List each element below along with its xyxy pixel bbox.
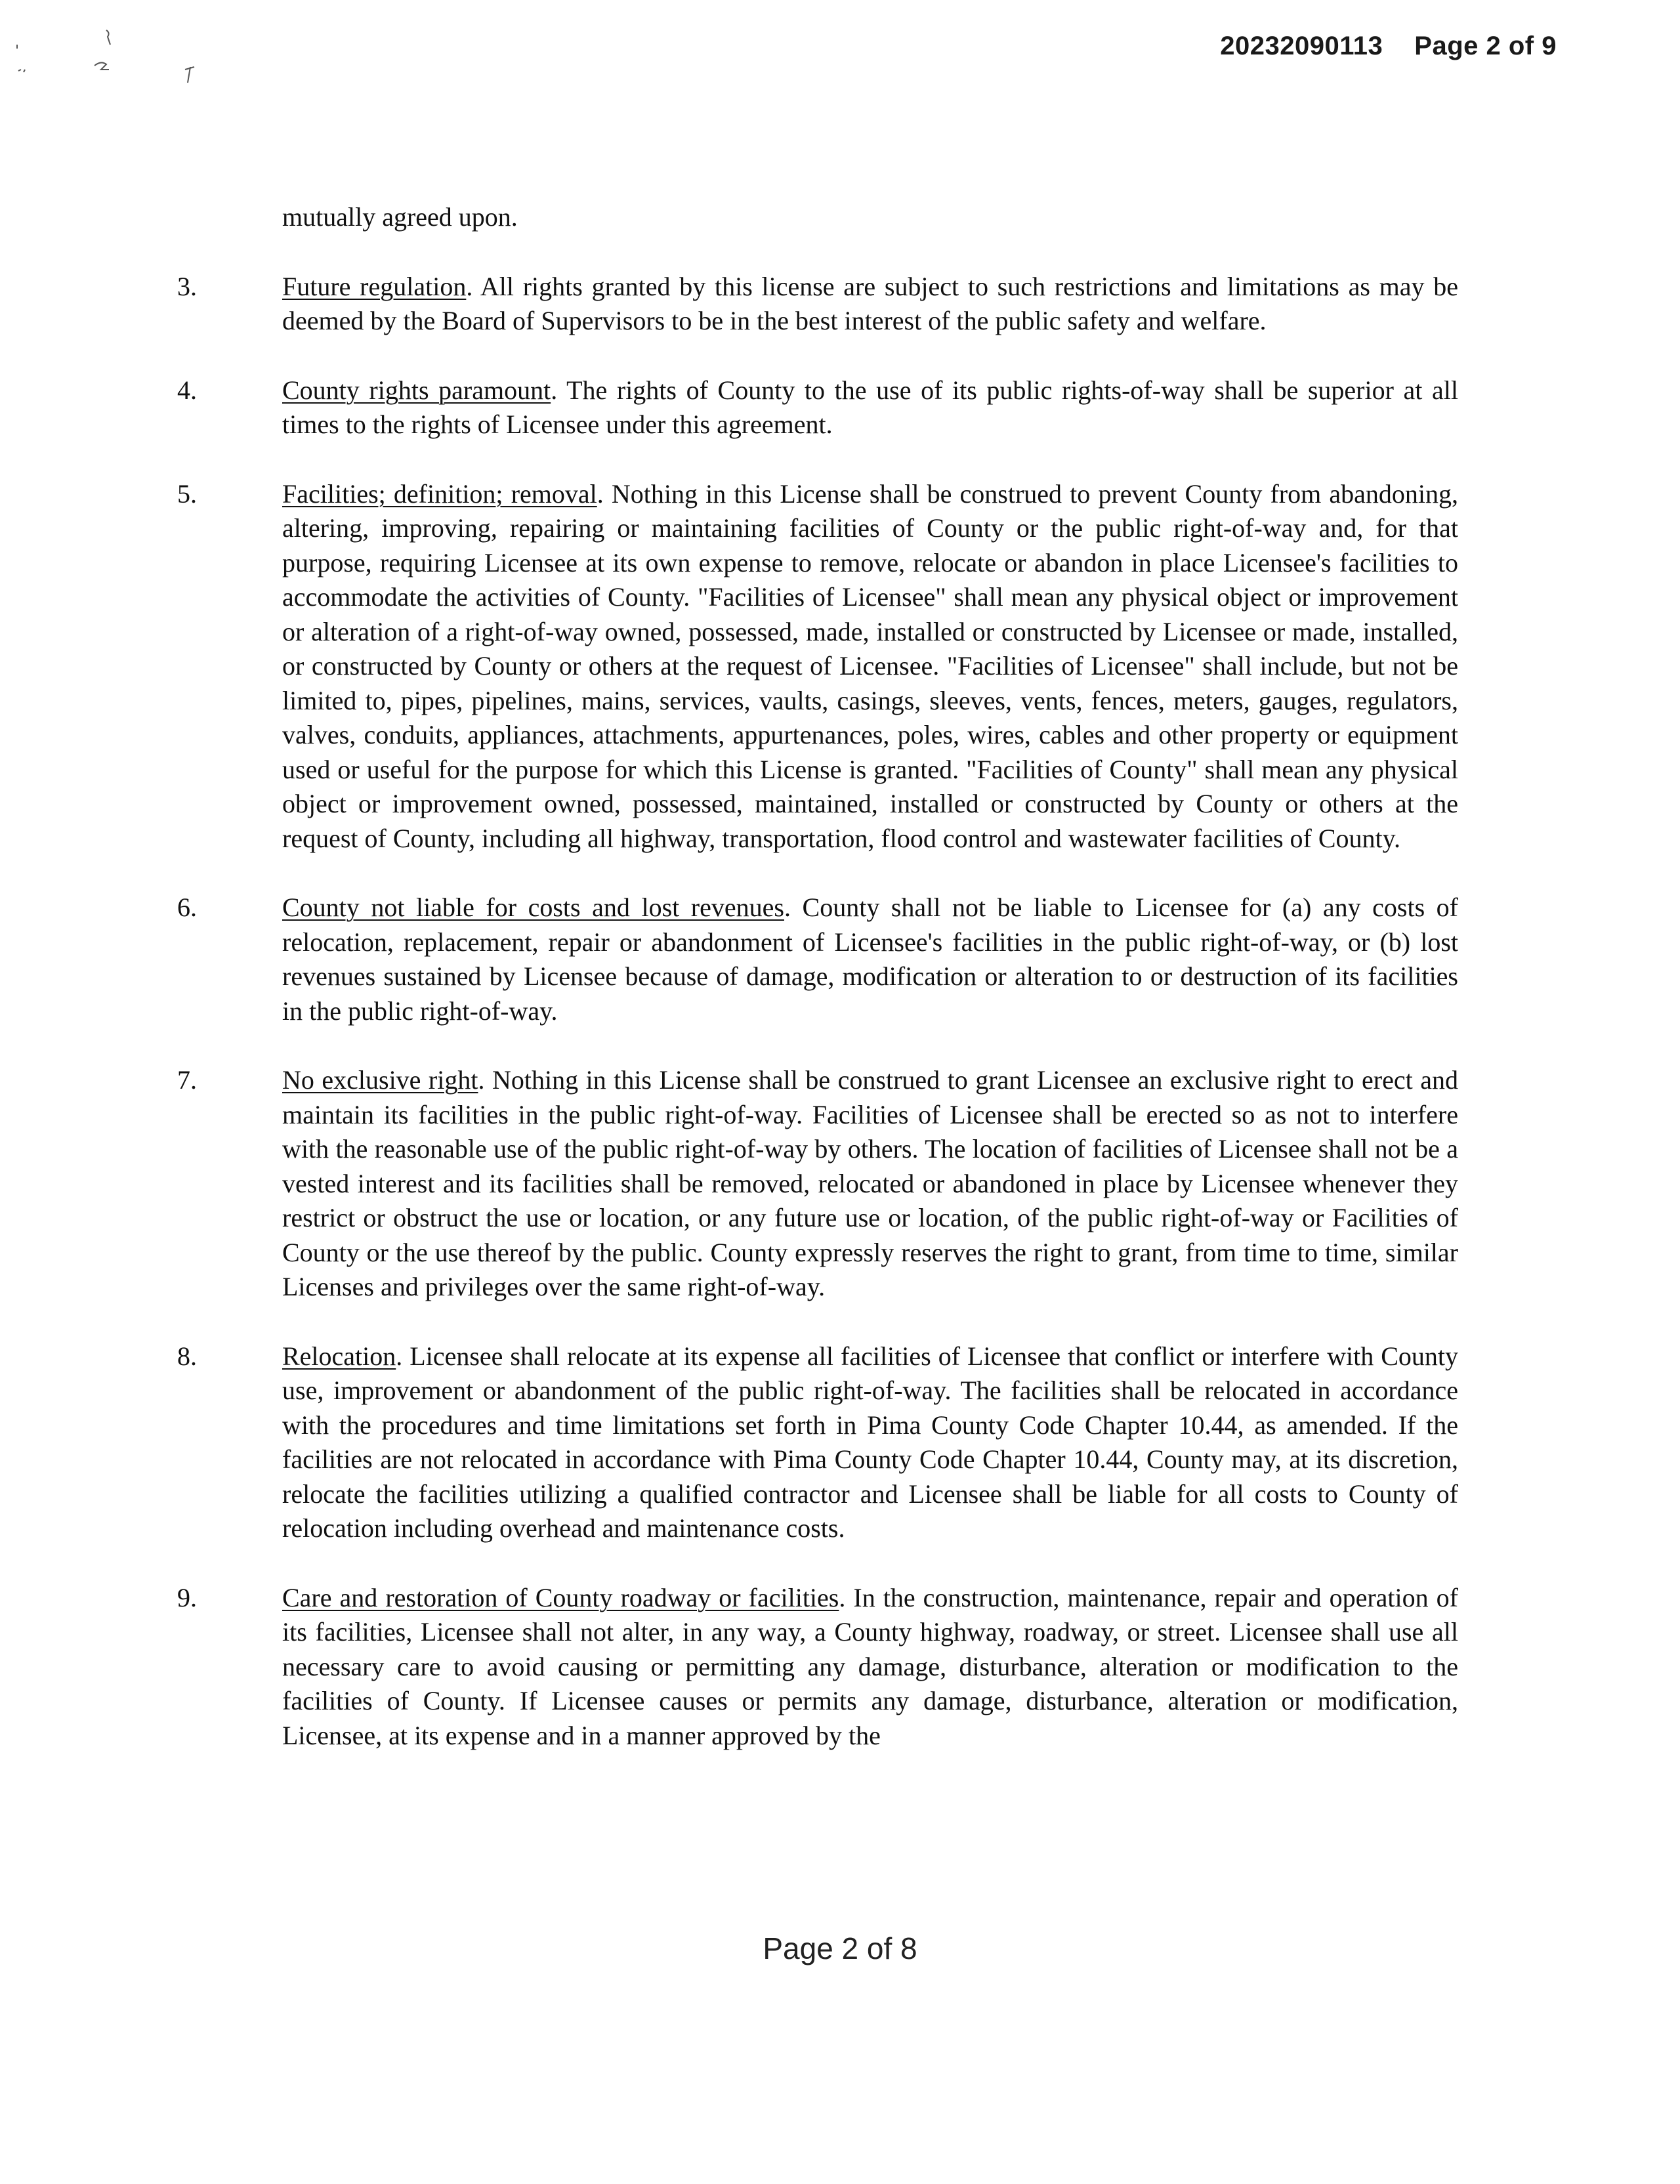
clause-text: . The rights of County to the use of its public rights-of-way shall be superior at all times to the rights of Licensee under this agreement.: [282, 375, 1458, 439]
clause-heading: No exclusive right: [282, 1065, 478, 1095]
clause-body: [282, 270, 1458, 339]
clause-heading: County not liable for costs and lost revenues: [282, 892, 784, 922]
recording-page-label: Page 2 of 9: [1414, 32, 1557, 60]
scan-marks: [13, 26, 210, 98]
clause-4: [177, 373, 1458, 442]
clause-text: . In the construction, maintenance, repair and operation of its facilities, Licensee shall not alter, in any way, a County highway, roadway, or street. Licensee shall use all necessary care to avoid causing or permitting any damage, disturbance, alteration or modification to the facilities of County. If Licensee causes or permits any damage, disturbance, alteration or modification, Licensee, at its expense and in a manner approved by the: [282, 1582, 1459, 1750]
clause-number: 7.: [177, 1065, 197, 1095]
clause-number: 8.: [177, 1341, 197, 1371]
clause-text: . Nothing in this License shall be construed to grant Licensee an exclusive right to erect and maintain its facilities in the public right-of-way. Facilities of Licensee shall be erected so as not to interfere with the reasonable use of the public right-of-way by others. The location of facilities of Licensee shall not be a vested interest and its facilities shall be removed, relocated or abandoned in place by Licensee whenever they restrict or obstruct the use or location, or any future use or location, of the public right-of-way or Facilities of County or the use thereof by the public. County expressly reserves the right to grant, from time to time, similar Licenses and privileges over the same right-of-way.: [282, 1065, 1458, 1301]
clause-body: [282, 1339, 1458, 1546]
clause-5: [177, 477, 1458, 856]
clause-heading: County rights paramount: [282, 375, 551, 405]
clause-number: 4.: [177, 375, 197, 405]
continuation-text: mutually agreed upon.: [282, 202, 518, 232]
document-number: 20232090113: [1220, 32, 1383, 60]
license-body: [177, 200, 1458, 1788]
clause-text: . All rights granted by this license are subject to such restrictions and limitations as may be deemed by the Board of Supervisors to be in the best interest of the public safety and welfare.: [282, 271, 1458, 335]
clause-number: 9.: [177, 1582, 197, 1612]
clause-body: [282, 1581, 1458, 1754]
clause-heading: Care and restoration of County roadway or facilities: [282, 1582, 839, 1612]
clause-9: [177, 1581, 1458, 1754]
clause-number: 3.: [177, 271, 197, 301]
clause-body: [282, 477, 1458, 856]
clause-8: [177, 1339, 1458, 1546]
clause-text: . County shall not be liable to Licensee for (a) any costs of relocation, replacement, repair or abandonment of Licensee's facilities in the public right-of-way, or (b) lost revenues sustained by Licensee because of damage, modification or alteration to or destruction of its facilities in the public right-of-way.: [282, 892, 1459, 1026]
page-footer: Page 2 of 8: [763, 1931, 917, 1965]
clause-number: 6.: [177, 892, 197, 922]
clause-heading: Relocation: [282, 1341, 396, 1371]
clause-7: [177, 1063, 1458, 1305]
clause-number: 5.: [177, 478, 197, 509]
clause-heading: Future regulation: [282, 271, 467, 301]
clause-text: . Licensee shall relocate at its expense all facilities of Licensee that conflict or interfere with County use, improvement or abandonment of the public right-of-way. The facilities shall be relocated in accordance with the procedures and time limitations set forth in Pima County Code Chapter 10.44, as amended. If the facilities are not relocated in accordance with Pima County Code Chapter 10.44, County may, at its discretion, relocate the facilities utilizing a qualified contractor and Licensee shall be liable for all costs to County of relocation including overhead and maintenance costs.: [282, 1341, 1458, 1543]
clause-text: . Nothing in this License shall be construed to prevent County from abandoning, altering, improving, repairing or maintaining facilities of County or the public right-of-way and, for that purpose, requiring Licensee at its own expense to remove, relocate or abandon in place Licensee's facilities to accommodate the activities of County. "Facilities of Licensee" shall mean any physical object or improvement or alteration of a right-of-way owned, possessed, made, installed or constructed by Licensee or made, installed, or constructed by County or others at the request of Licensee. "Facilities of Licensee" shall include, but not be limited to, pipes, pipelines, mains, services, vaults, casings, sleeves, vents, fences, meters, gauges, regulators, valves, conduits, appliances, attachments, appurtenances, poles, wires, cables and other property or equipment used or useful for the purpose for which this License is granted. "Facilities of County" shall mean any physical object or improvement owned, possessed, maintained, installed or constructed by County or others at the request of County, including all highway, transportation, flood control and wastewater facilities of County.: [282, 478, 1458, 853]
clause-heading: Facilities; definition; removal: [282, 478, 597, 509]
clause-body: [282, 1063, 1458, 1305]
clause-6: [177, 891, 1458, 1028]
clause-3: [177, 270, 1458, 339]
clause-body: [282, 891, 1458, 1028]
recording-stamp: [1220, 32, 1557, 61]
clause-body: [282, 373, 1458, 442]
